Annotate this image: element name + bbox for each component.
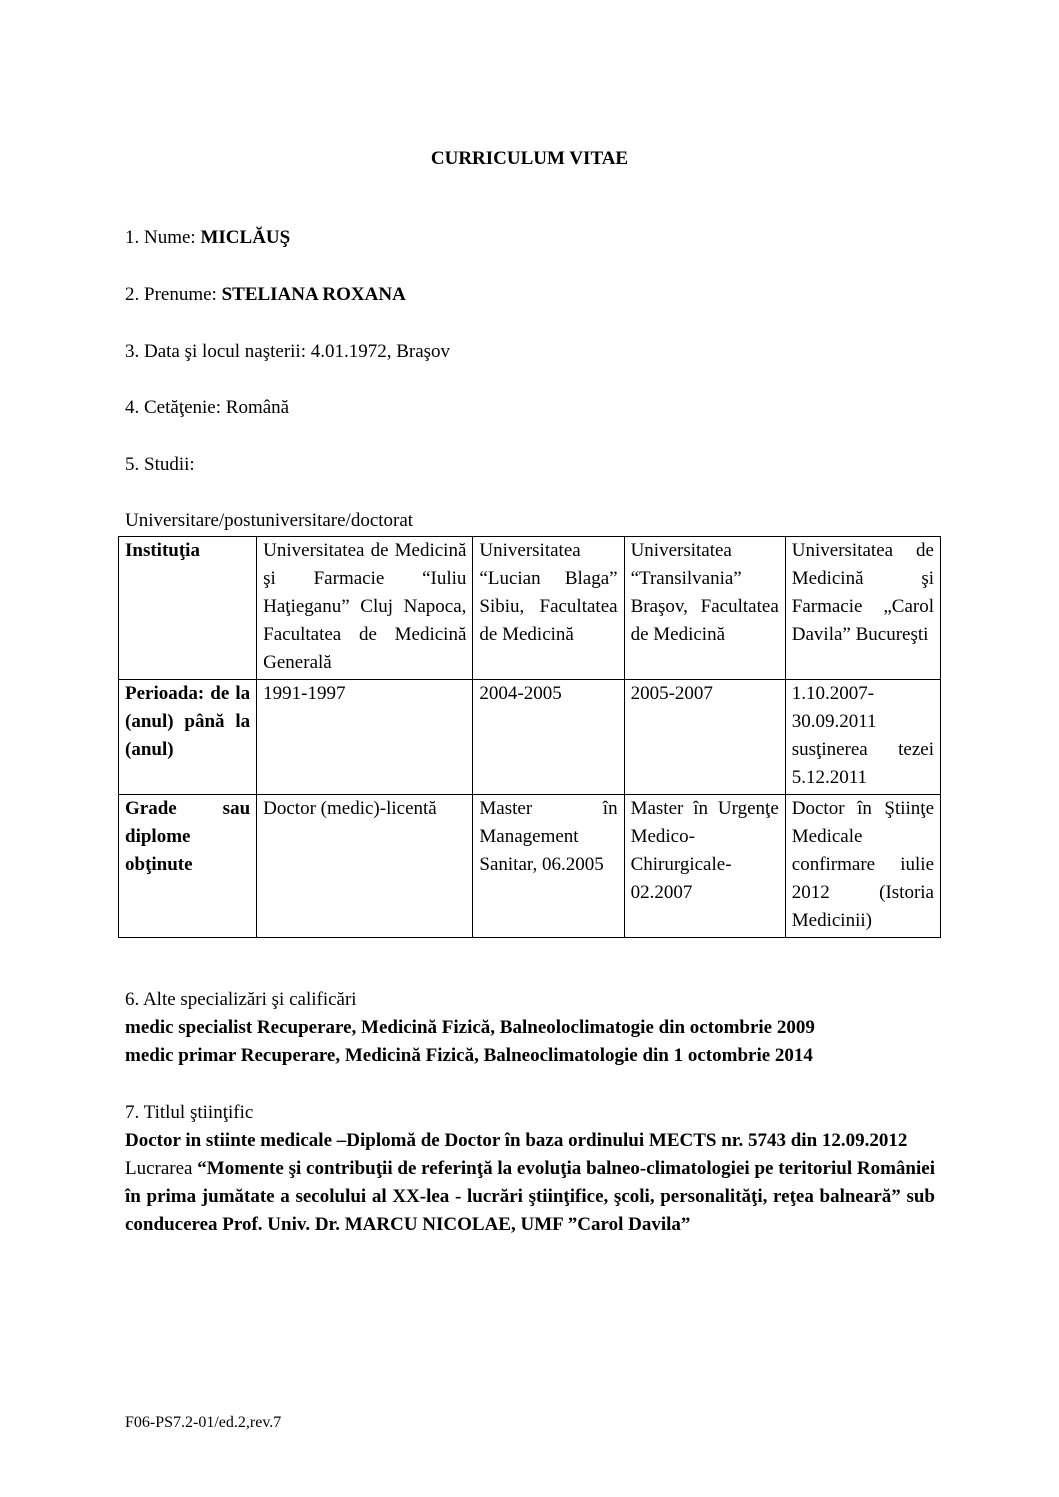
field-value: STELIANA ROXANA [221, 284, 406, 305]
table-row [119, 680, 941, 795]
table-cell: Universitatea de Medicină şi Farmacie „Carol Davila” Bucureşti [785, 537, 940, 680]
field-label: 4. Cetăţenie: [125, 397, 226, 418]
section-7 [125, 1099, 935, 1239]
field-name [125, 227, 290, 249]
table-cell: Master în Management Sanitar, 06.2005 [473, 795, 624, 938]
diploma-text: Doctor in stiinte medicale –Diplomă de Doctor în baza ordinului MECTS nr. 5743 din 12.09.2012 [125, 1130, 908, 1151]
section-heading: 6. Alte specializări şi calificări [125, 989, 357, 1010]
table-cell: Universitatea “Lucian Blaga” Sibiu, Facultatea de Medicină [473, 537, 624, 680]
studies-table [118, 536, 941, 938]
table-cell: 1.10.2007- 30.09.2011 susţinerea tezei 5.12.2011 [785, 680, 940, 795]
specialization-line: medic primar Recuperare, Medicină Fizică, Balneoclimatologie din 1 octombrie 2014 [125, 1045, 813, 1066]
table-cell: Universitatea “Transilvania” Braşov, Facultatea de Medicină [624, 537, 785, 680]
field-value: MICLĂUŞ [200, 227, 291, 248]
field-label: 2. Prenume: [125, 284, 222, 305]
table-cell: Universitatea de Medicină şi Farmacie “Iuliu Haţieganu” Cluj Napoca, Facultatea de Medicină Generală [257, 537, 473, 680]
table-cell: Master în Urgenţe Medico-Chirurgicale-02.2007 [624, 795, 785, 938]
field-label: 3. Data şi locul naşterii: [125, 341, 311, 362]
table-cell: 1991-1997 [257, 680, 473, 795]
field-first-name [125, 284, 406, 306]
table-cell: 2004-2005 [473, 680, 624, 795]
section-heading: 7. Titlul ştiinţific [125, 1102, 254, 1123]
table-row [119, 795, 941, 938]
thesis-prefix: Lucrarea [125, 1158, 198, 1179]
table-cell: Doctor în Ştiinţe Medicale confirmare iulie 2012 (Istoria Medicinii) [785, 795, 940, 938]
field-citizenship [125, 397, 289, 419]
table-cell: 2005-2007 [624, 680, 785, 795]
field-label: 5. Studii: [125, 454, 195, 475]
table-cell: Doctor (medic)-licentă [257, 795, 473, 938]
thesis-paragraph [125, 1155, 935, 1239]
row-header: Grade sau diplome obţinute [119, 795, 257, 938]
field-label: 1. Nume: [125, 227, 201, 248]
field-studies [125, 454, 195, 476]
document-footer-code: F06-PS7.2-01/ed.2,rev.7 [125, 1414, 282, 1431]
specialization-line: medic specialist Recuperare, Medicină Fizică, Balneoloclimatogie din octombrie 2009 [125, 1017, 815, 1038]
row-header: Instituţia [119, 537, 257, 680]
thesis-title: “Momente şi contribuţii de referinţă la evoluţia balneo-climatologiei pe teritoriul României în prima jumătate a secolului al XX-lea - lucrări ştiinţifice, şcoli, personalităţi, reţea balneară” sub conducerea Prof. Univ. Dr. MARCU NICOLAE, UMF ”Carol Davila” [125, 1158, 935, 1235]
field-birth [125, 341, 450, 363]
section-6 [125, 986, 935, 1070]
field-value: Română [225, 397, 290, 418]
table-row [119, 537, 941, 680]
row-header: Perioada: de la (anul) până la (anul) [119, 680, 257, 795]
studies-caption: Universitare/postuniversitare/doctorat [125, 510, 414, 531]
document-title: CURRICULUM VITAE [430, 148, 629, 169]
field-value: 4.01.1972, Braşov [310, 341, 451, 362]
